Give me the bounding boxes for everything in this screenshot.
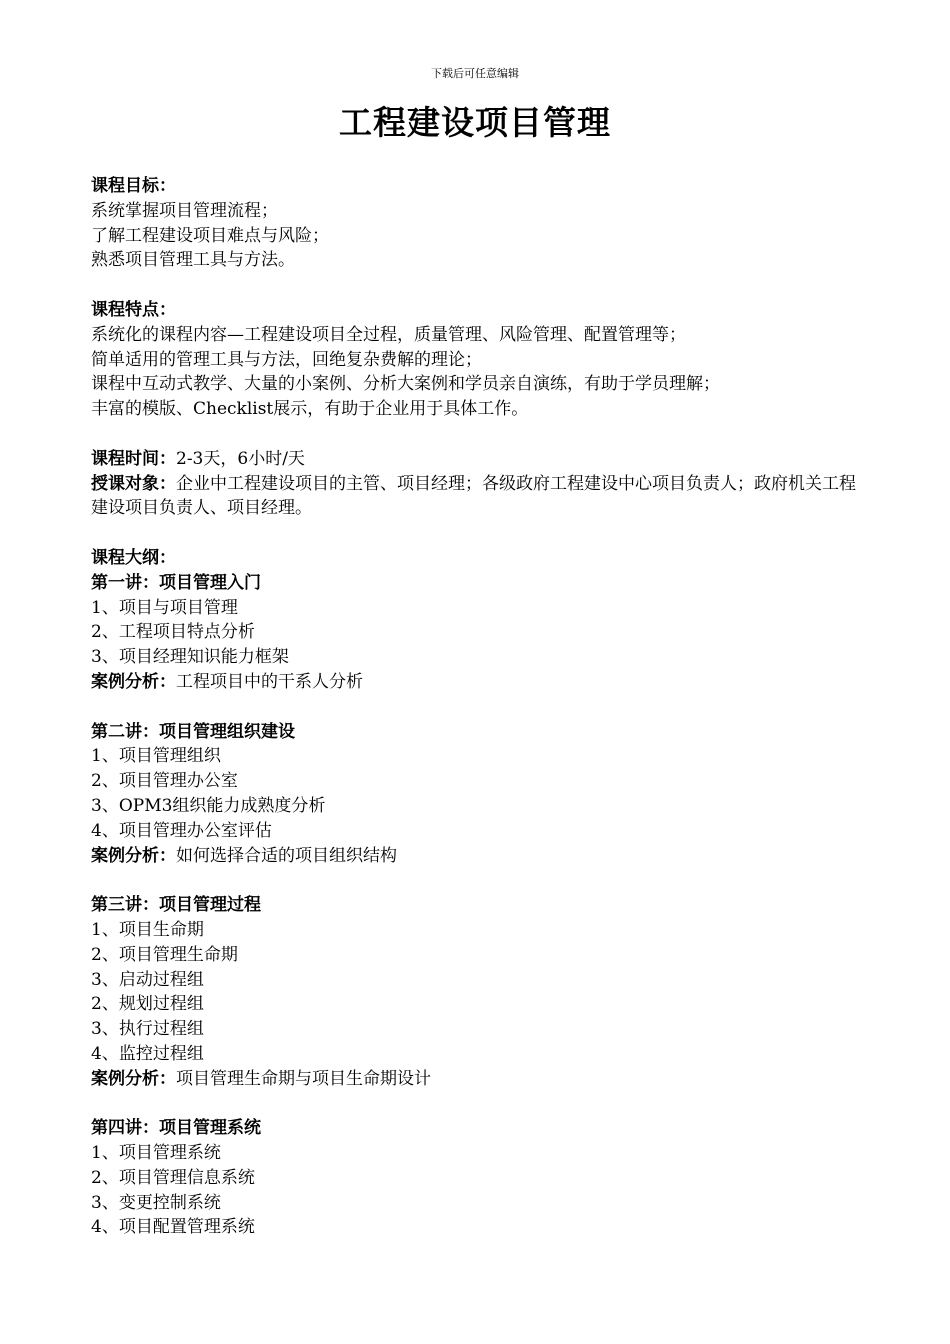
case-analysis-text: 工程项目中的干系人分析	[176, 671, 363, 692]
lecture-item: 3、OPM3组织能力成熟度分析	[91, 795, 326, 816]
outline-heading: 课程大纲：	[91, 547, 176, 568]
feature-item: 课程中互动式教学、大量的小案例、分析大案例和学员亲自演练，有助于学员理解；	[91, 374, 720, 395]
goal-item: 了解工程建设项目难点与风险；	[91, 225, 329, 246]
features-heading: 课程特点：	[91, 299, 176, 320]
case-analysis-label: 案例分析：	[91, 1068, 176, 1089]
case-analysis	[91, 1067, 871, 1092]
lecture-item: 2、工程项目特点分析	[91, 622, 255, 643]
lecture-item: 1、项目管理系统	[91, 1143, 221, 1164]
lecture-item: 3、执行过程组	[91, 1019, 204, 1040]
lecture-item: 4、项目管理办公室评估	[91, 820, 272, 841]
case-analysis-label: 案例分析：	[91, 845, 176, 866]
lecture-item: 1、项目管理组织	[91, 746, 221, 767]
lecture-title: 第二讲：项目管理组织建设	[91, 721, 295, 742]
course-audience	[91, 472, 871, 522]
lecture-item: 4、监控过程组	[91, 1043, 204, 1064]
lecture-item: 4、项目配置管理系统	[91, 1217, 255, 1238]
case-analysis	[91, 670, 871, 695]
document-body	[91, 174, 871, 1240]
case-analysis-text: 如何选择合适的项目组织结构	[176, 845, 397, 866]
lecture-item: 1、项目与项目管理	[91, 597, 238, 618]
course-time	[91, 447, 871, 472]
lecture-item: 3、项目经理知识能力框架	[91, 647, 289, 668]
feature-item: 简单适用的管理工具与方法，回绝复杂费解的理论；	[91, 349, 482, 370]
course-audience-value: 企业中工程建设项目的主管、项目经理；各级政府工程建设中心项目负责人；政府机关工程建设项目负责人、项目经理。	[91, 473, 856, 519]
lecture-item: 1、项目生命期	[91, 919, 204, 940]
spacer	[91, 1091, 871, 1116]
feature-item: 丰富的模版、Checklist展示，有助于企业用于具体工作。	[91, 399, 529, 420]
lecture-title: 第一讲：项目管理入门	[91, 572, 261, 593]
lecture-item: 2、项目管理办公室	[91, 771, 238, 792]
feature-item: 系统化的课程内容—工程建设项目全过程，质量管理、风险管理、配置管理等；	[91, 324, 686, 345]
course-time-label: 课程时间：	[91, 448, 176, 469]
course-time-value: 2-3天，6小时/天	[176, 448, 305, 469]
header-note: 下载后可任意编辑	[431, 67, 519, 80]
case-analysis	[91, 844, 871, 869]
goal-item: 熟悉项目管理工具与方法。	[91, 250, 295, 271]
spacer	[91, 273, 871, 298]
course-audience-label: 授课对象：	[91, 473, 176, 494]
spacer	[91, 422, 871, 447]
lecture-title: 第三讲：项目管理过程	[91, 895, 261, 916]
case-analysis-text: 项目管理生命期与项目生命期设计	[176, 1068, 431, 1089]
lecture-title: 第四讲：项目管理系统	[91, 1118, 261, 1139]
goal-item: 系统掌握项目管理流程；	[91, 200, 278, 221]
lecture-item: 3、启动过程组	[91, 969, 204, 990]
document-title: 工程建设项目管理	[339, 103, 611, 142]
lecture-item: 2、项目管理生命期	[91, 944, 238, 965]
goals-heading: 课程目标：	[91, 176, 176, 196]
lecture-item: 2、规划过程组	[91, 994, 204, 1015]
spacer	[91, 521, 871, 546]
lecture-item: 2、项目管理信息系统	[91, 1167, 255, 1188]
case-analysis-label: 案例分析：	[91, 671, 176, 692]
lecture-item: 3、变更控制系统	[91, 1192, 221, 1213]
spacer	[91, 695, 871, 720]
spacer	[91, 868, 871, 893]
